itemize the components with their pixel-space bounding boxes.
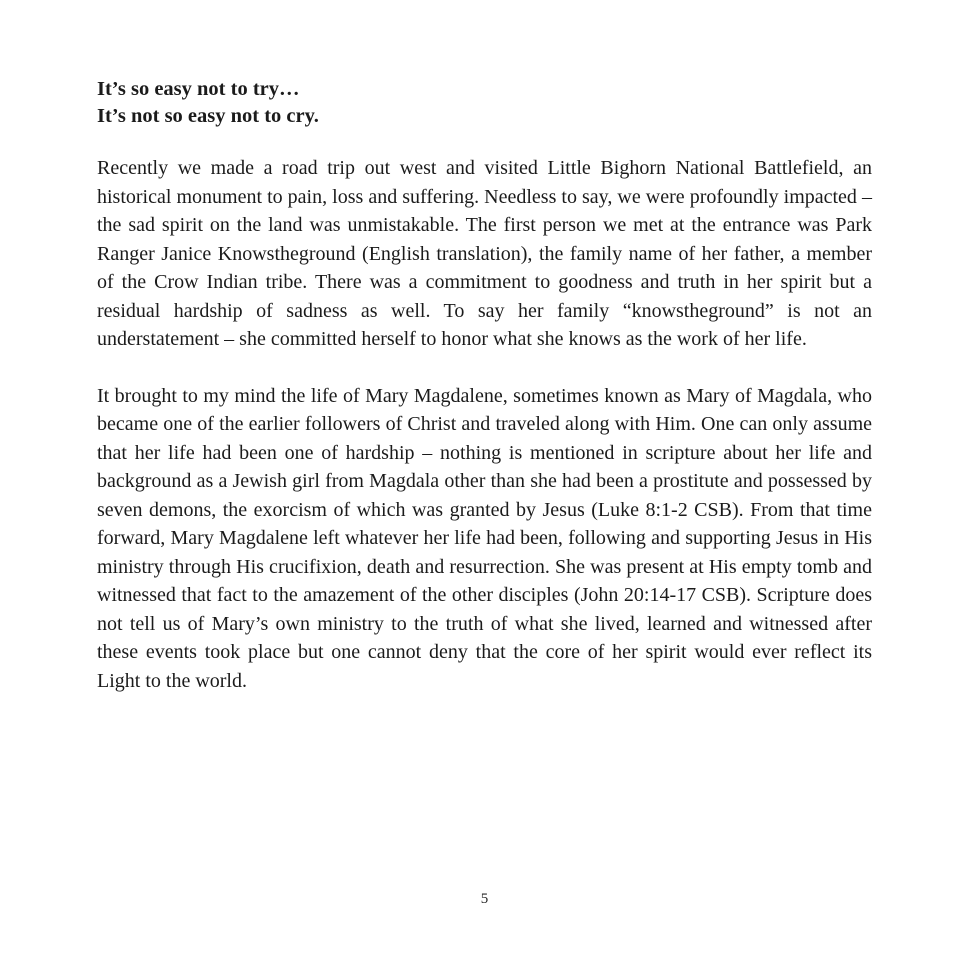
paragraph-mary-magdalene: It brought to my mind the life of Mary Magdalene, sometimes known as Mary of Magdala, who became one of the earlier followers of Christ and traveled along with Him. One can only assume that her life had been one of hardship – nothing is mentioned in scripture about her life and background as a Jewish girl from Magdala other than she had been a prostitute and possessed by seven demons, the exorcism of which was granted by Jesus (Luke 8:1-2 CSB). From that time forward, Mary Magdalene left whatever her life had been, following and supporting Jesus in His ministry through His crucifixion, death and resurrection. She was present at His empty tomb and witnessed that fact to the amazement of the other disciples (John 20:14-17 CSB). Scripture does not tell us of Mary’s own ministry to the truth of what she lived, learned and witnessed after these events took place but one cannot deny that the core of her spirit would ever reflect its Light to the world.: [97, 384, 872, 692]
heading-line-2: It’s not so easy not to cry.: [97, 105, 319, 127]
paragraph-battlefield: Recently we made a road trip out west and visited Little Bighorn National Battlefield, an historical monument to pain, loss and suffering. Needless to say, we were profoundly impacted – the sad spirit on the land was unmistakable. The first person we met at the entrance was Park Ranger Janice Knowstheground (English translation), the family name of her father, a member of the Crow Indian tribe. There was a commitment to goodness and truth in her spirit but a residual hardship of sadness as well. To say her family “knowstheground” is not an understatement – she committed herself to honor what she knows as the work of her life.: [97, 157, 872, 350]
chapter-heading: [97, 76, 872, 130]
page-number: 5: [480, 891, 489, 907]
heading-line-1: It’s so easy not to try…: [97, 78, 300, 100]
text-block: [97, 76, 872, 723]
